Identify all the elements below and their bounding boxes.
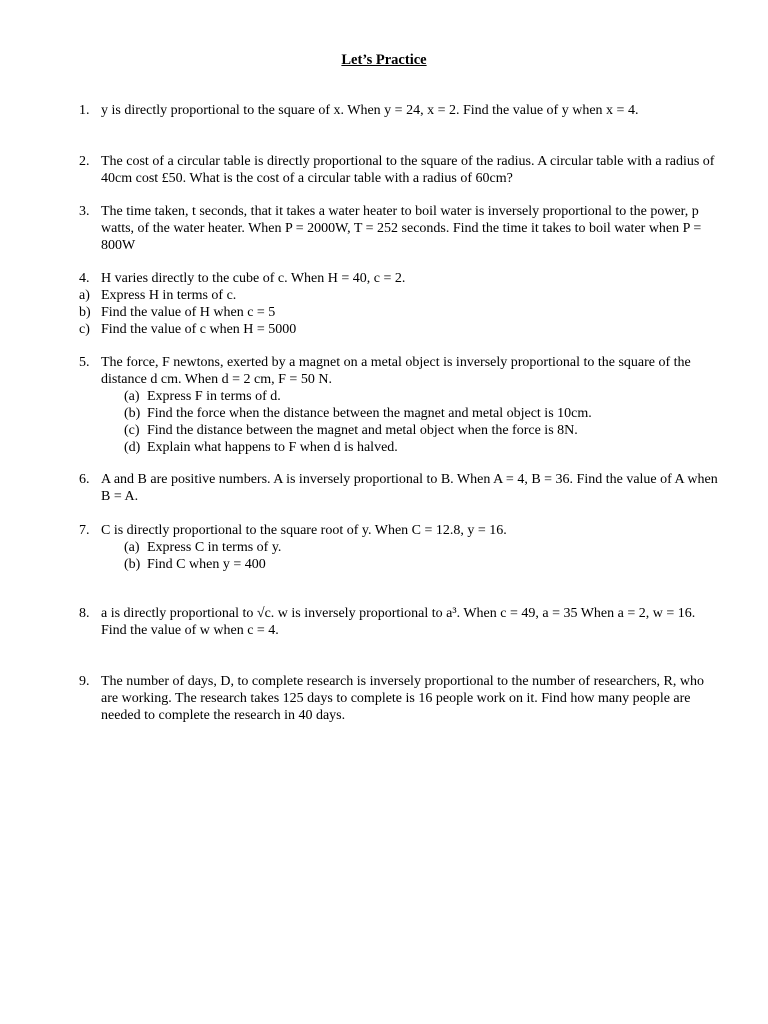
part-text: Find the force when the distance between the magnet and metal object is 10cm. bbox=[147, 406, 592, 421]
part-label: (a) bbox=[124, 540, 140, 555]
question-6 bbox=[0, 471, 768, 505]
question-number: 3. bbox=[79, 204, 90, 219]
question-4 bbox=[0, 270, 768, 338]
question-text: The cost of a circular table is directly proportional to the square of the radius. A circular table with a radius of 40cm cost £50. What is the cost of a circular table with a radius of 60cm? bbox=[101, 154, 715, 186]
part-label: b) bbox=[79, 305, 91, 320]
question-number: 1. bbox=[79, 103, 90, 118]
question-9 bbox=[0, 673, 768, 724]
question-number: 7. bbox=[79, 523, 90, 538]
question-number: 4. bbox=[79, 271, 90, 286]
part-label: (b) bbox=[124, 406, 141, 421]
part-text: Express F in terms of d. bbox=[147, 389, 281, 404]
question-5 bbox=[0, 354, 768, 456]
question-2 bbox=[0, 153, 768, 187]
part-text: Find C when y = 400 bbox=[147, 557, 266, 572]
part-label: (a) bbox=[124, 389, 140, 404]
question-text: The force, F newtons, exerted by a magnet on a metal object is inversely proportional to the square of the distance d cm. When d = 2 cm, F = 50 N. bbox=[101, 355, 691, 387]
part-label: (b) bbox=[124, 557, 141, 572]
question-text: C is directly proportional to the square root of y. When C = 12.8, y = 16. bbox=[101, 523, 507, 538]
part-label: a) bbox=[79, 288, 90, 303]
question-text: H varies directly to the cube of c. When H = 40, c = 2. bbox=[101, 271, 406, 286]
question-text: A and B are positive numbers. A is inversely proportional to B. When A = 4, B = 36. Find the value of A when B = A. bbox=[101, 472, 718, 504]
part-text: Find the distance between the magnet and metal object when the force is 8N. bbox=[147, 423, 578, 438]
question-number: 8. bbox=[79, 606, 90, 621]
question-8 bbox=[0, 605, 768, 639]
question-text: The time taken, t seconds, that it takes a water heater to boil water is inversely proportional to the power, p watts, of the water heater. When P = 2000W, T = 252 seconds. Find the time it takes to boil water when P = 800W bbox=[101, 204, 702, 253]
part-text: Explain what happens to F when d is halved. bbox=[147, 440, 398, 455]
part-label: c) bbox=[79, 322, 90, 337]
question-number: 2. bbox=[79, 154, 90, 169]
part-text: Find the value of c when H = 5000 bbox=[101, 322, 297, 337]
question-number: 6. bbox=[79, 472, 90, 487]
question-3 bbox=[0, 203, 768, 254]
question-text: a is directly proportional to √c. w is inversely proportional to a³. When c = 49, a = 35 When a = 2, w = 16. Find the value of w when c = 4. bbox=[101, 606, 696, 638]
question-number: 5. bbox=[79, 355, 90, 370]
question-1 bbox=[0, 102, 768, 119]
question-7 bbox=[0, 522, 768, 573]
part-text: Express H in terms of c. bbox=[101, 288, 237, 303]
question-text: The number of days, D, to complete research is inversely proportional to the number of researchers, R, who are working. The research takes 125 days to complete is 16 people work on it. Find how many people are needed to complete the research in 40 days. bbox=[101, 674, 704, 723]
part-label: (d) bbox=[124, 440, 141, 455]
part-text: Find the value of H when c = 5 bbox=[101, 305, 276, 320]
part-text: Express C in terms of y. bbox=[147, 540, 282, 555]
part-label: (c) bbox=[124, 423, 140, 438]
page-title: Let’s Practice bbox=[341, 52, 427, 68]
question-text: y is directly proportional to the square of x. When y = 24, x = 2. Find the value of y when x = 4. bbox=[101, 103, 639, 118]
question-number: 9. bbox=[79, 674, 90, 689]
